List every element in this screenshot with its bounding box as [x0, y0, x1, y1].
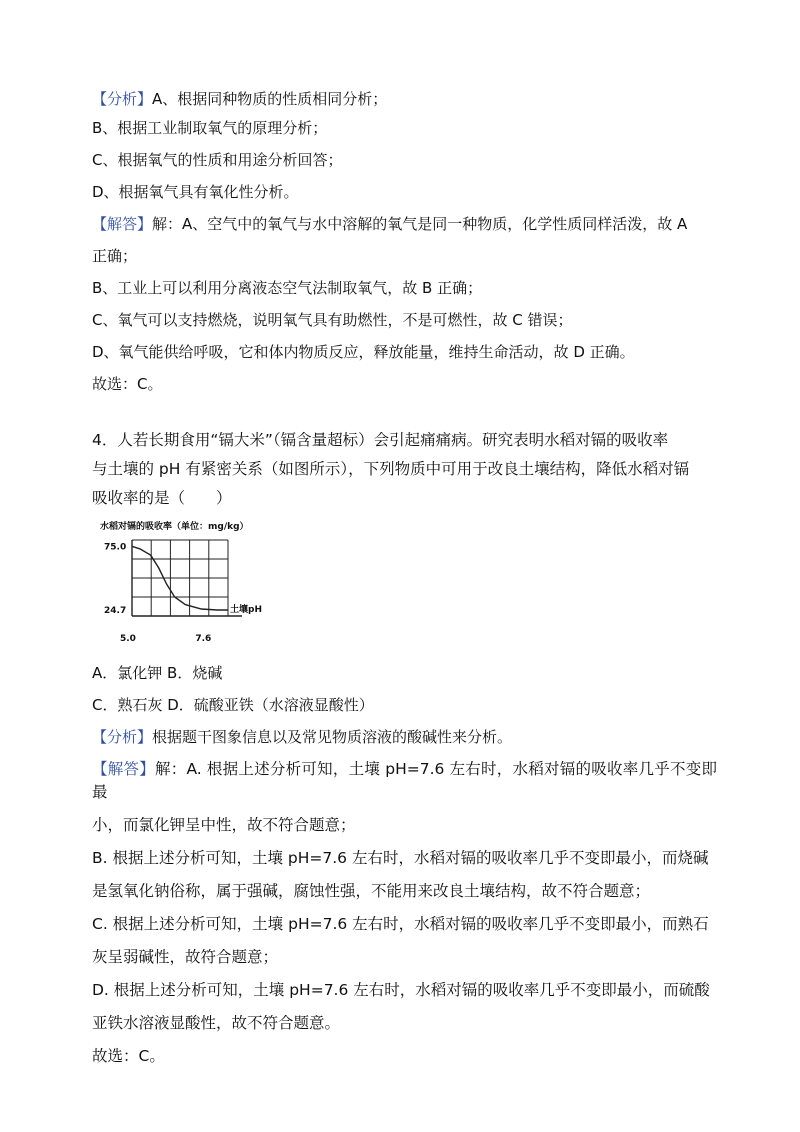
analysis-line-c: C、根据氧气的性质和用途分析回答； — [92, 151, 343, 169]
document-page — [92, 88, 717, 1068]
answer-line-6: 故选：C。 — [92, 375, 163, 393]
question-line-2: 与土壤的 pH 有紧密关系（如图所示），下列物质中可用于改良土壤结构，降低水稻对镉 — [92, 460, 690, 478]
answer4-line-5: C. 根据上述分析可知，土壤 pH=7.6 左右时，水稻对镉的吸收率几乎不变即最小，而熟石 — [92, 915, 709, 933]
option-row-ab: A．氯化钾 B．烧碱 — [92, 664, 223, 682]
question-line-1: 4．人若长期食用“镉大米”（镉含量超标）会引起痛痛病。研究表明水稻对镉的吸收率 — [92, 431, 669, 449]
analysis-tag: 【分析】 — [92, 90, 153, 108]
chart-svg — [98, 518, 288, 646]
answer-line-5: D、氧气能供给呼吸，它和体内物质反应，释放能量，维持生命活动，故 D 正确。 — [92, 343, 635, 361]
answer-line-2: 正确； — [92, 247, 138, 265]
answer4-line-1 — [92, 758, 717, 804]
x-tick-label-5: 5.0 — [120, 634, 136, 644]
answer-text: 解：A、空气中的氧气与水中溶解的氧气是同一种物质，化学性质同样活泼，故 A — [152, 215, 688, 233]
question-line-3: 吸收率的是（ ） — [92, 489, 232, 507]
answer-line-4: C、氧气可以支持燃烧，说明氧气具有助燃性，不是可燃性，故 C 错误； — [92, 311, 573, 329]
analysis4-line — [92, 726, 717, 748]
answer4-line-9: 故选：C。 — [92, 1047, 165, 1065]
x-axis-label: 土壤pH — [230, 605, 262, 615]
answer4-line-6: 灰呈弱碱性，故符合题意； — [92, 948, 279, 966]
section-gap — [92, 395, 717, 429]
answer4-tag: 【解答】 — [92, 760, 155, 778]
cadmium-absorption-chart — [98, 518, 288, 646]
x-tick-label-7: 7.6 — [195, 634, 212, 644]
y-tick-label-75: 75.0 — [104, 542, 127, 553]
y-tick-label-24: 24.7 — [104, 606, 127, 617]
answer-tag: 【解答】 — [92, 215, 153, 233]
answer4-line-4: 是氢氧化钠俗称，属于强碱，腐蚀性强，不能用来改良土壤结构，故不符合题意； — [92, 882, 651, 900]
answer-line-3: B、工业上可以利用分离液态空气法制取氧气，故 B 正确； — [92, 279, 483, 297]
analysis-line-d: D、根据氧气具有氧化性分析。 — [92, 183, 299, 201]
answer4-line-8: 亚铁水溶液显酸性，故不符合题意。 — [92, 1014, 341, 1032]
analysis4-text: 根据题干图象信息以及常见物质溶液的酸碱性来分析。 — [152, 728, 513, 746]
analysis-line-b: B、根据工业制取氧气的原理分析； — [92, 119, 328, 137]
analysis-line-a — [92, 88, 717, 110]
analysis-text: A、根据同种物质的性质相同分析； — [152, 90, 388, 108]
chart-title: 水稻对镉的吸收率（单位：mg/kg） — [100, 522, 249, 532]
option-row-cd: C．熟石灰 D．硫酸亚铁（水溶液显酸性） — [92, 696, 374, 714]
answer4-line-3: B. 根据上述分析可知，土壤 pH=7.6 左右时，水稻对镉的吸收率几乎不变即最小，而烧碱 — [92, 849, 709, 867]
analysis4-tag: 【分析】 — [92, 728, 153, 746]
answer4-text: 解：A. 根据上述分析可知，土壤 pH=7.6 左右时，水稻对镉的吸收率几乎不变即最 — [92, 760, 717, 801]
answer4-line-7: D. 根据上述分析可知，土壤 pH=7.6 左右时，水稻对镉的吸收率几乎不变即最小，而硫酸 — [92, 981, 710, 999]
answer4-line-2: 小，而氯化钾呈中性，故不符合题意； — [92, 816, 356, 834]
answer-line-1 — [92, 213, 717, 235]
